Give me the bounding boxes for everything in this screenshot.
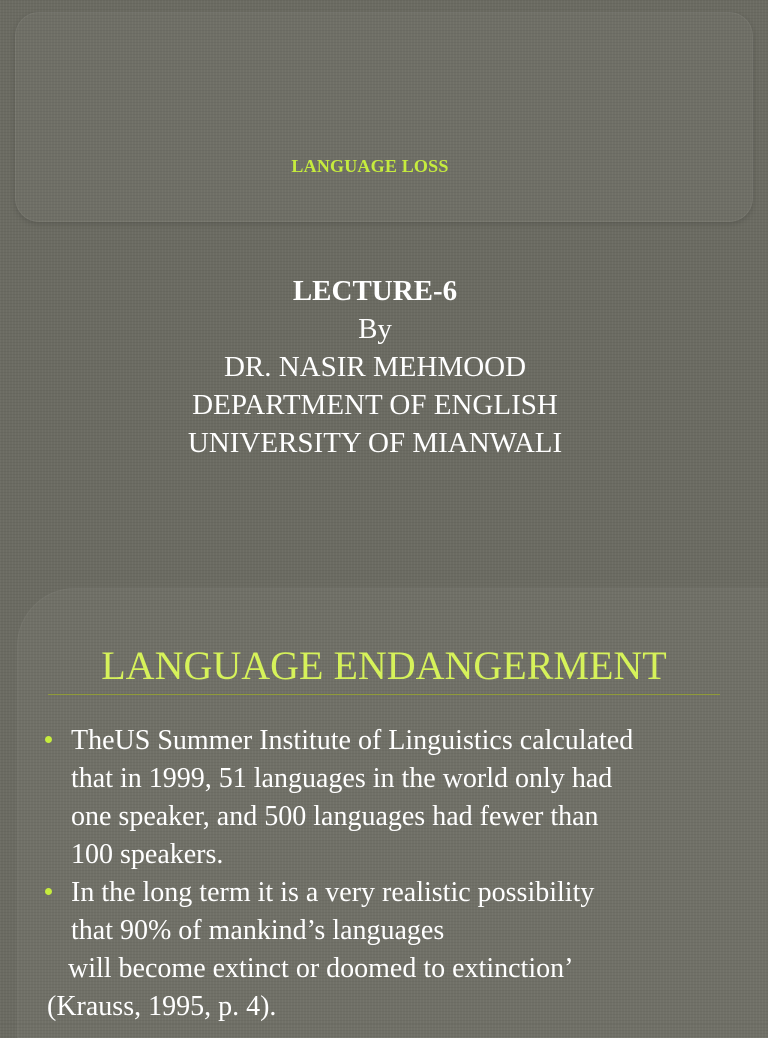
bullet-item [0, 722, 760, 874]
bullet-line: that in 1999, 51 languages in the world only had [71, 763, 613, 794]
by-line: By [358, 313, 392, 345]
department-name: DEPARTMENT OF ENGLISH [192, 389, 558, 421]
slide-2 [0, 588, 768, 1024]
heading-divider [48, 694, 720, 695]
author-name: DR. NASIR MEHMOOD [223, 351, 527, 383]
university-name: UNIVERSITY OF MIANWALI [187, 427, 563, 459]
bullet-line: TheUS Summer Institute of Linguistics calculated [71, 725, 634, 756]
bullet-line: that 90% of mankind’s languages [71, 915, 445, 946]
quote-continuation: will become extinct or doomed to extinction’ [68, 953, 574, 984]
bullet-dot-icon [45, 888, 52, 895]
bullet-list [0, 722, 760, 1026]
slide-title: LANGUAGE LOSS [291, 156, 449, 176]
subtitle-block [0, 272, 750, 462]
lecture-number: LECTURE-6 [292, 275, 458, 307]
bullet-line: In the long term it is a very realistic possibility [71, 877, 595, 908]
citation: (Krauss, 1995, p. 4). [47, 991, 277, 1022]
bullet-dot-icon [45, 736, 52, 743]
slide-heading: LANGUAGE ENDANGERMENT [101, 643, 667, 688]
bullet-line: one speaker, and 500 languages had fewer than [71, 801, 599, 832]
title-panel [15, 12, 753, 222]
bullet-item [0, 874, 760, 950]
bullet-line: 100 speakers. [71, 839, 224, 870]
